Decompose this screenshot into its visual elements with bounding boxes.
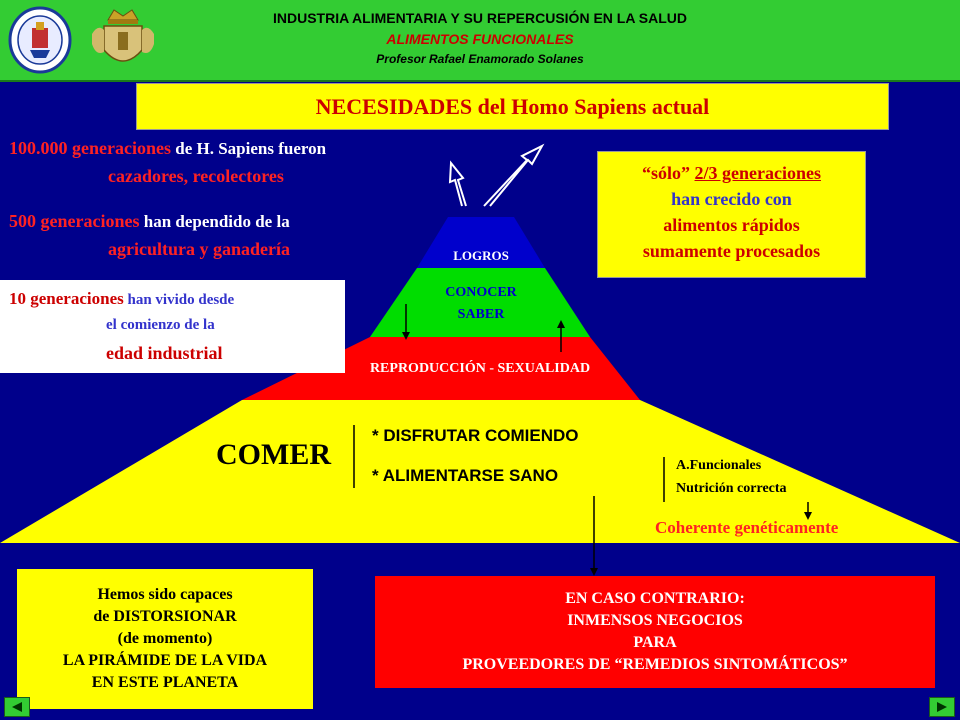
distortion-line3: (de momento) — [117, 630, 213, 647]
comer-label: COMER — [216, 438, 331, 471]
distortion-line1: Hemos sido capaces — [97, 586, 233, 603]
header-subject: ALIMENTOS FUNCIONALES — [386, 31, 574, 47]
nav-forward-button[interactable] — [929, 697, 955, 717]
alimentarse-item: * ALIMENTARSE SANO — [372, 466, 559, 485]
solo-count: 2/3 generaciones — [694, 163, 821, 183]
solo-line4: sumamente procesados — [642, 241, 821, 261]
industrial-line3: edad industrial — [106, 343, 223, 363]
slide-title-text: NECESIDADES del Homo Sapiens actual — [315, 93, 710, 119]
contrario-line4: PROVEEDORES DE “REMEDIOS SINTOMÁTICOS” — [462, 656, 848, 673]
contrario-box — [375, 576, 935, 688]
agriculture-role: agricultura y ganadería — [108, 239, 290, 259]
agriculture-desc: han dependido de la — [139, 212, 290, 231]
hunters-role: cazadores, recolectores — [108, 166, 284, 186]
industrial-desc: han vivido desde — [123, 292, 235, 308]
contrario-line3: PARA — [633, 634, 677, 651]
arrow-to-contrario-icon — [590, 568, 598, 576]
nav-forward-icon — [935, 701, 949, 713]
distortion-line4: LA PIRÁMIDE DE LA VIDA — [62, 652, 268, 669]
disfrutar-item: * DISFRUTAR COMIENDO — [372, 426, 579, 445]
industrial-generations-box — [0, 280, 345, 373]
fast-food-generations-box — [597, 151, 866, 278]
arrow-up-right-icon — [484, 146, 542, 206]
tier-conocer-line2: SABER — [457, 307, 505, 322]
distortion-line2: de DISTORSIONAR — [93, 608, 237, 625]
nav-back-icon — [10, 701, 24, 713]
arrow-up-left-icon — [450, 163, 466, 206]
solo-line1 — [598, 160, 865, 186]
distortion-box — [17, 569, 313, 709]
tier-conocer-label — [417, 282, 545, 326]
industrial-line2: el comienzo de la — [106, 317, 215, 333]
funcionales-label: A.Funcionales — [676, 458, 762, 473]
distortion-line5: EN ESTE PLANETA — [91, 674, 239, 691]
hunters-desc: de H. Sapiens fueron — [170, 139, 327, 158]
solo-line2: han crecido con — [671, 189, 792, 209]
nutricion-label: Nutrición correcta — [676, 481, 787, 496]
contrario-line1: EN CASO CONTRARIO: — [565, 590, 745, 607]
solo-quote: “sólo” — [642, 163, 695, 183]
tier-conocer-line1: CONOCER — [445, 285, 517, 300]
contrario-line2: INMENSOS NEGOCIOS — [567, 612, 743, 629]
header-professor: Profesor Rafael Enamorado Solanes — [376, 52, 584, 66]
industrial-count: 10 generaciones — [9, 289, 124, 308]
coherente-label: Coherente genéticamente — [655, 518, 839, 537]
solo-line3: alimentos rápidos — [663, 215, 800, 235]
industrial-line1 — [9, 288, 234, 310]
header-course-title: INDUSTRIA ALIMENTARIA Y SU REPERCUSIÓN EN LA SALUD — [272, 10, 688, 26]
nav-back-button[interactable] — [4, 697, 30, 717]
hunters-count: 100.000 generaciones — [9, 138, 171, 158]
tier-reproduccion-label: REPRODUCCIÓN - SEXUALIDAD — [369, 361, 591, 376]
tier-logros-label: LOGROS — [453, 248, 509, 263]
agriculture-count: 500 generaciones — [9, 211, 140, 231]
apex-arrows — [450, 146, 542, 206]
